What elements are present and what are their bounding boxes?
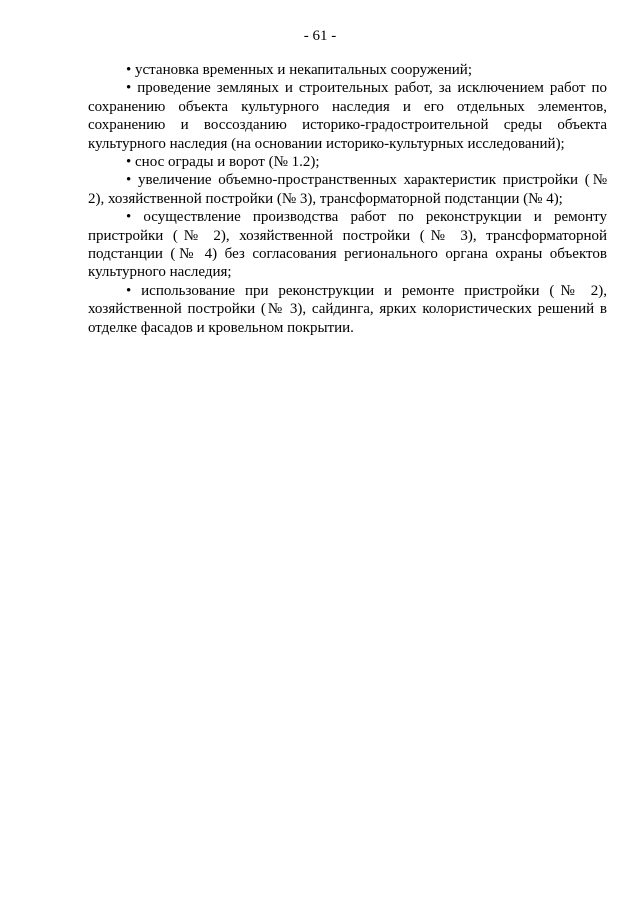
- list-item-text: проведение земляных и строительных работ, за исключением работ по сохранению объекта культурного наследия и его отдельных элементов, сохранению и воссозданию историко-градостроительной среды объекта культурного наследия (на основании историко-культурных исследований);: [88, 80, 608, 152]
- list-item-text: осуществление производства работ по реконструкции и ремонту пристройки (№ 2), хозяйственной постройки (№ 3), трансформаторной подстанции (№ 4) без согласования регионального органа охраны объектов культурного наследия;: [88, 209, 607, 281]
- list-item: [88, 153, 607, 171]
- list-item: [88, 171, 607, 208]
- list-item-text: увеличение объемно-пространственных характеристик пристройки (№ 2), хозяйственной постройки (№ 3), трансформаторной подстанции (№ 4);: [88, 172, 608, 207]
- list-item: [88, 282, 607, 337]
- bullet: •: [126, 80, 132, 97]
- document-body: [88, 61, 607, 337]
- list-item: [88, 79, 607, 153]
- bullet: •: [126, 209, 132, 226]
- bullet: •: [126, 172, 132, 189]
- page-number: - 61 -: [303, 28, 337, 44]
- list-item-text: снос ограды и ворот (№ 1.2);: [135, 154, 320, 171]
- list-item-text: использование при реконструкции и ремонте пристройки (№ 2), хозяйственной постройки (№ 3), сайдинга, ярких колористических решений в отделке фасадов и кровельном покрытии.: [88, 282, 608, 336]
- list-item: [88, 61, 607, 79]
- bullet: •: [126, 62, 132, 78]
- bullet: •: [126, 282, 132, 299]
- list-item-text: установка временных и некапитальных сооружений;: [135, 62, 473, 78]
- list-item: [88, 208, 607, 282]
- bullet: •: [126, 154, 132, 171]
